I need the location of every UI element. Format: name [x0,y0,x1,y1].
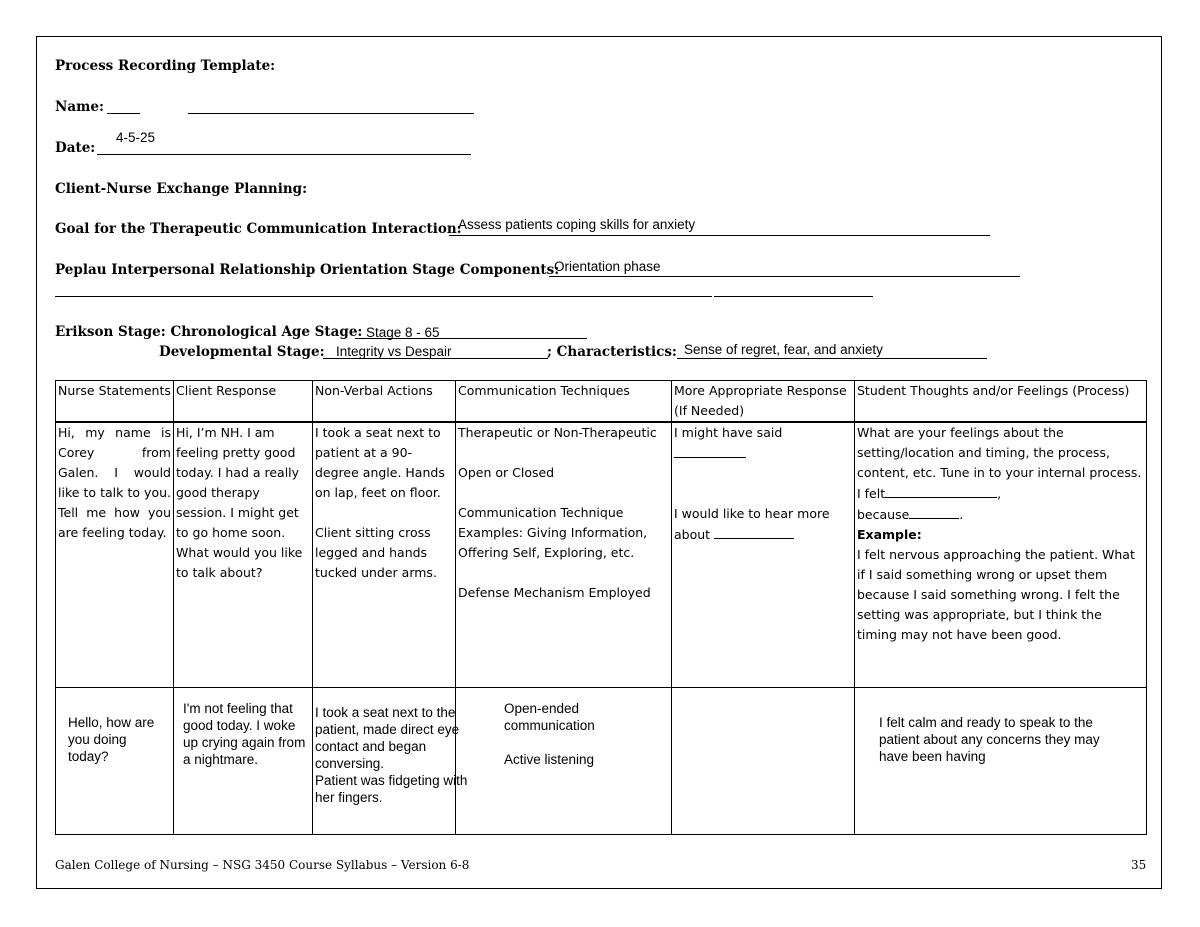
peplau-line-2b [714,296,873,297]
page-title: Process Recording Template: [55,58,276,74]
blank-line [885,483,997,498]
example-more-appropriate [672,422,855,688]
answer-non-verbal-patient: Patient was fidgeting with her fingers. [315,773,468,805]
date-value: 4-5-25 [116,130,156,145]
date-line [97,154,471,155]
example-thoughts-prompt: What are your feelings about the setting/location and timing, the process, content, etc. Tune in to your internal process. I felt [857,425,1142,501]
example-label: Example: [857,527,922,542]
answer-more-appropriate [672,688,855,835]
table-row-answer [56,688,1147,835]
name-line-short [107,113,140,114]
dev-stage-label: Developmental Stage: [159,344,325,360]
date-label: Date: [55,140,96,156]
example-client-response: Hi, I’m NH. I am feeling pretty good today. I had a really good therapy session. I might get to go home soon. What would you like to talk about? [174,422,313,688]
peplau-label: Peplau Interpersonal Relationship Orientation Stage Components: [55,262,560,278]
header-more-appropriate-response: More Appropriate Response (If Needed) [672,381,855,423]
header-client-response: Client Response [174,381,313,423]
table-header-row [56,381,1147,423]
example-thoughts-text: I felt nervous approaching the patient. What if I said something wrong or upset them because I said something wrong. I felt the setting was appropriate, but I think the timing may not have been good. [857,547,1135,642]
goal-line [449,235,990,236]
peplau-line [549,276,1020,277]
answer-non-verbal [313,688,468,835]
characteristics-value: Sense of regret, fear, and anxiety [684,342,883,357]
answer-student-thoughts: I felt calm and ready to speak to the patient about any concerns they may have been having [855,688,1147,835]
example-techniques [456,422,672,688]
table-row-example [56,422,1147,688]
example-more-like-to-hear: I would like to hear more about [674,506,830,542]
blank-line [909,504,959,519]
answer-techniques [456,688,672,835]
age-stage-value: Stage 8 - 65 [366,325,440,340]
name-line [188,113,474,114]
answer-tech-active-listening: Active listening [504,752,595,767]
header-nurse-statements: Nurse Statements [56,381,174,423]
example-more-might-have-said: I might have said [674,425,783,440]
header-communication-techniques: Communication Techniques [456,381,672,423]
goal-label: Goal for the Therapeutic Communication Interaction: [55,221,462,237]
example-non-verbal [313,422,456,688]
answer-client-response: I'm not feeling that good today. I woke up crying again from a nightmare. [174,688,313,835]
answer-tech-open-ended: Open-ended communication [504,701,595,733]
example-tech-therapeutic: Therapeutic or Non-Therapeutic [458,425,657,440]
erikson-label: Erikson Stage: Chronological Age Stage: [55,324,363,340]
footer-course-info: Galen College of Nursing – NSG 3450 Course Syllabus – Version 6-8 [55,858,470,872]
example-nurse-statement: Hi, my name is Corey from Galen. I would like to talk to you. Tell me how you are feeling today. [56,422,174,688]
peplau-value: Orientation phase [554,259,661,274]
characteristics-line [677,358,987,359]
characteristics-label: ; Characteristics: [547,344,677,360]
peplau-line-2a [55,296,712,297]
example-tech-examples: Communication Technique Examples: Giving Information, Offering Self, Exploring, etc. [458,505,648,560]
planning-heading: Client-Nurse Exchange Planning: [55,181,308,197]
answer-nurse-statement: Hello, how are you doing today? [56,688,174,835]
answer-non-verbal-nurse: I took a seat next to the patient, made direct eye contact and began conversing. [315,705,460,771]
blank-line [714,524,794,539]
example-tech-open-closed: Open or Closed [458,465,555,480]
process-recording-table [55,380,1147,835]
blank-line [674,443,746,458]
footer-page-number: 35 [1131,858,1147,872]
dev-stage-value: Integrity vs Despair [336,344,452,359]
example-student-thoughts: What are your feelings about the setting/location and timing, the process, content, etc. Tune in to your internal process. I felt , because . Example: I felt nervous approaching the patient. What if I said something wrong or upset them because I said something wrong. I felt the setting was appropriate, but I think the timing may not have been good. [855,422,1147,688]
header-non-verbal-actions: Non-Verbal Actions [313,381,456,423]
example-thoughts-because: because [857,507,910,522]
goal-value: Assess patients coping skills for anxiety [458,217,696,232]
header-student-thoughts: Student Thoughts and/or Feelings (Process) [855,381,1147,423]
example-non-verbal-client: Client sitting cross legged and hands tucked under arms. [315,525,437,580]
example-non-verbal-nurse: I took a seat next to patient at a 90-degree angle. Hands on lap, feet on floor. [315,425,445,500]
name-label: Name: [55,99,104,115]
example-tech-defense: Defense Mechanism Employed [458,585,651,600]
